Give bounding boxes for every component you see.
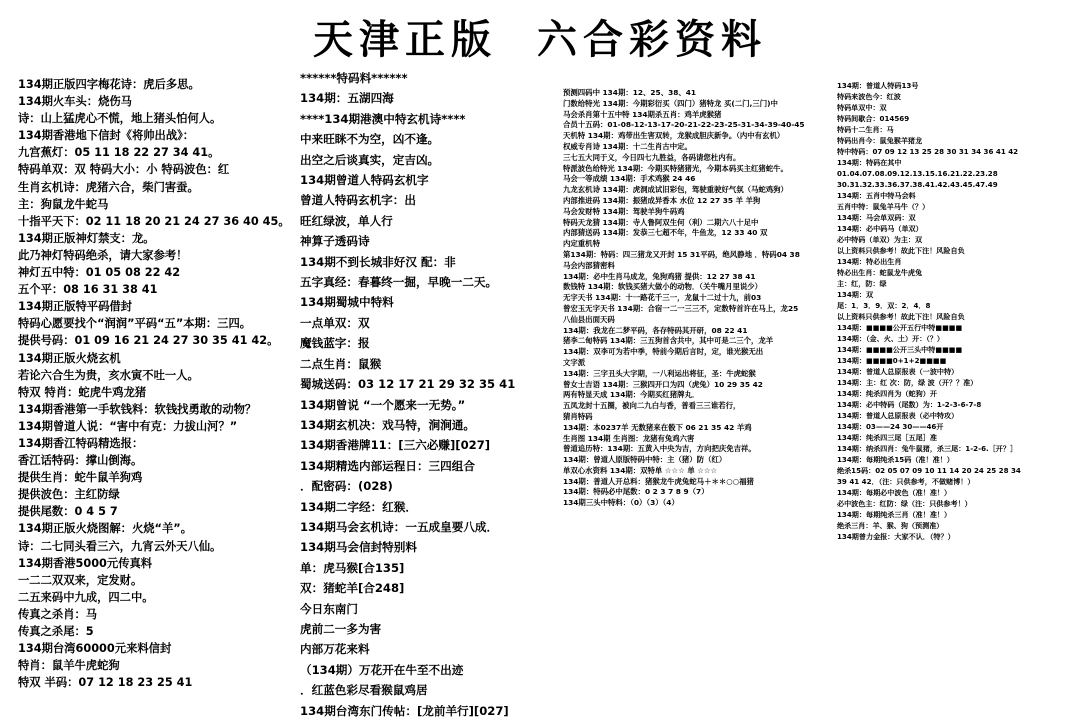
- text-line: 传真之杀尾：5: [18, 625, 94, 638]
- text-line: 内部万花来料: [300, 642, 370, 657]
- text-line: 特肖：鼠羊牛虎蛇狗: [18, 659, 120, 673]
- text-line: 01.04.07.08.09.12.13.15.16.21.22.23.28: [837, 169, 998, 178]
- text-line: 134期：特码在其中: [837, 158, 902, 167]
- text-line: 134期：■■■■0+1+2■■■■: [837, 356, 947, 365]
- text-line: 39 41 42．（注：只供参考，不做赌博！）: [837, 477, 975, 486]
- text-line: 特码单双：双 特码大小：小 特码波色：红: [18, 163, 230, 177]
- text-line: 中来旺眯不为空，凶不逢。: [300, 132, 440, 147]
- text-line: 若论六合生为贵，亥水寅不吐一人。: [18, 368, 199, 382]
- text-line: 诗：山上猛虎心不慌，地上猪头怕何人。: [18, 112, 222, 126]
- text-line: 尾：1．3．9．双：2．4．8: [837, 301, 931, 310]
- text-line: 出空之后谈真实，定吉凶。: [300, 152, 440, 167]
- text-line: 134期：每期纯杀15码（准！准！）: [837, 455, 954, 464]
- text-line: 134期正版神灯禁支：龙。: [18, 231, 155, 245]
- text-line: 特双 半码：07 12 18 23 25 41: [18, 676, 193, 690]
- text-line: 两有特显天成 134期：今期买红猪牌丸．: [563, 390, 700, 400]
- text-line: 无字天书 134期：十一路花千三一，龙鼠十二过十九，前03: [563, 293, 762, 303]
- text-line: 134期曾道人特码玄机字: [300, 173, 429, 188]
- text-line: 特码单双中：双: [837, 103, 887, 112]
- text-line: 一点单双：双: [300, 315, 370, 330]
- text-line: 内部推进码 134期：振猪成异香本 水位 12 27 35 羊 羊狗: [563, 195, 761, 205]
- text-line: 合员十五码：01-08-12-13-17-20-21-22-23-25-31-34-39-40-45: [563, 120, 805, 130]
- text-line: 蜀城送码：03 12 17 21 29 32 35 41: [300, 377, 516, 392]
- text-line: 双：猪蛇羊[合248]: [300, 581, 405, 596]
- text-line: 134期：纳杀四肖：兔牛鼠猪，杀三尾：1-2-6.［开？］: [837, 444, 1018, 453]
- text-line: 权威专肖诗 134期：十二生肖古中定。: [563, 141, 692, 151]
- column-4: [837, 80, 1075, 640]
- text-line: 134期：三字丑头大字期，一八利运出将征，圣：牛虎蛇猴: [563, 368, 756, 378]
- text-line: 曾宏玉无字天书 134期：合宿一二一三三不，定数特首许在马上，龙25: [563, 303, 799, 313]
- text-line: 134期：普道人开总料：猪猴龙牛虎兔蛇马＋＊＊○○福猪: [563, 476, 754, 486]
- text-line: 134期香港第一手软钱料：软钱找勇敢的动物？: [18, 402, 257, 416]
- column-1: [18, 76, 290, 694]
- text-line: 特必出生肖：蛇鼠龙牛虎兔: [837, 268, 923, 277]
- text-line: 134期：必中生肖马成龙，兔狗鸡猪 提供：12 27 38 41: [563, 271, 756, 281]
- text-line: 134期：■■■■公开五行中特■■■■: [837, 323, 963, 332]
- text-line: 第134期：特码：四三猪龙又开封 15 31平码，绝风静地 ．特码04 38: [563, 249, 800, 259]
- text-line: 134期曾道人说：“害中有克：力拔山河？”: [18, 419, 238, 433]
- text-line: 134期玄机决：戏马特，涧涧通。: [300, 417, 475, 432]
- text-line: 134期：马会单双码：双: [837, 213, 916, 222]
- text-line: 虎前二一多为害: [300, 621, 382, 636]
- text-line: 134期：五湖四海: [300, 91, 394, 106]
- text-line: 九龙玄机诗 134期：虎洞成试旧彩包，驾驶重驶好气氛（马蛇鸡狗）: [563, 185, 788, 195]
- text-line: 134期精选内部运程日：三四组合: [300, 458, 475, 473]
- text-line: 134期：必中特码（尾数）为：1-2-3-6-7-8: [837, 400, 982, 409]
- text-line: （134期）万花开在牛至不出迹: [300, 662, 464, 677]
- text-line: 旺红绿波，单人行: [300, 213, 393, 228]
- text-line: 134期正版特平码借封: [18, 300, 132, 314]
- text-line: 提供号码：01 09 16 21 24 27 30 35 41 42。: [18, 334, 279, 348]
- text-line: 提供生肖：蛇牛鼠羊狗鸡: [18, 471, 143, 485]
- text-line: 134期蜀城中特料: [300, 295, 394, 310]
- text-line: 特码心愿要找个“润润”平码“五”本期：三四。: [18, 317, 252, 331]
- text-line: 主：红，防：绿: [837, 279, 887, 288]
- text-line: 134期：我龙在二梦平码，各存特码其开研，08 22 41: [563, 325, 748, 335]
- page-title: [0, 8, 1080, 65]
- text-line: 生肖图 134期 生肖图：龙猪有兔鸡六害: [563, 433, 695, 443]
- text-line: 134期不到长城非好汉 配：非: [300, 254, 456, 269]
- text-line: 134期：曾道人总原报表（必中特攻）: [837, 411, 959, 420]
- text-line: 134期：双: [837, 290, 874, 299]
- text-line: 特双 特肖：蛇虎牛鸡龙猪: [18, 385, 147, 399]
- text-line: 魔钱蓝字：报: [300, 336, 370, 351]
- text-line: 特派波色给特光 134期：今期买特猪猪光，今期本码买主红猪蛇牛。: [563, 163, 788, 173]
- text-line: 五凤龙封十五圈，被向二九白与香，普看三三谁若行，: [563, 401, 741, 411]
- text-line: 二点生肖：鼠猴: [300, 356, 382, 371]
- text-line: 猪李二甸特码 134期：三五狗首含共中，其中可是二三个，龙羊: [563, 336, 774, 346]
- text-line: 134期：每期必中波色（准！准！）: [837, 488, 952, 497]
- text-line: 134期正版火烧玄机: [18, 351, 121, 365]
- text-line: 门数给特光 134期：今期彩衍买（四门）猪特龙 买(二门,三门)中: [563, 98, 778, 108]
- text-line: 马会一等成绩 134期：手术鸡猴 24 46: [563, 174, 696, 184]
- text-line: 九宫蕉灯：05 11 18 22 27 34 41。: [18, 146, 220, 160]
- text-line: 134期：03——24 30——46开: [837, 422, 944, 431]
- text-line: 提供波色：主红防绿: [18, 488, 120, 502]
- text-line: 提供尾数：0 4 5 7: [18, 505, 118, 519]
- text-line: 此乃神灯特码绝杀，请大家参考！: [18, 248, 188, 262]
- text-line: 曾道人特码玄机字：出: [300, 193, 416, 208]
- text-line: 134期正版火烧图解：火烧“羊”。: [18, 522, 192, 536]
- text-line: 五个平：08 16 31 38 41: [18, 283, 158, 297]
- text-line: 134期：五肖中特马会料: [837, 191, 916, 200]
- text-line: 特码出肖今：鼠兔猴羊猪龙: [837, 136, 923, 145]
- text-line: 八仙县出面天码: [563, 314, 615, 324]
- text-line: 马会内部猜密料: [563, 260, 615, 270]
- text-line: 以上资料只供参考！故此下注！风险自负: [837, 246, 965, 255]
- text-line: 绝杀15码：02 05 07 09 10 11 14 20 24 25 28 34: [837, 466, 1021, 475]
- text-line: 特码十二生肖：马: [837, 125, 894, 134]
- text-line: 以上资料只供参考！故此下注！风险自负: [837, 312, 965, 321]
- text-line: 预测四码中 134期：12、25、38、41: [563, 88, 697, 97]
- title-part-1: 天津正版: [313, 16, 497, 63]
- text-line: 二五来码中九成，四二中。: [18, 590, 154, 604]
- text-line: 十指平天下：02 11 18 20 21 24 27 36 40 45。: [18, 214, 290, 228]
- text-line: 134期三头中特料：（0）（3）（4）: [563, 498, 679, 508]
- text-line: 30.31.32.33.36.37.38.41.42.43.45.47.49: [837, 180, 998, 189]
- text-line: 134期马会玄机诗：一五成皇要八成．: [300, 519, 499, 534]
- text-line: 单：虎马猴[合135]: [300, 560, 405, 575]
- title-part-2: 六合彩资料: [537, 16, 767, 63]
- text-line: ******特码料******: [300, 71, 408, 85]
- text-line: 134期：双李可为若中季，特前今期后言时，定，谁光猴无出: [563, 347, 764, 357]
- text-line: 特中特码：07 09 12 13 25 28 30 31 34 36 41 42: [837, 147, 1019, 156]
- text-line: 134期：纯杀四三尾［五尾］准: [837, 433, 937, 442]
- text-line: 内部猜送码 134期：发恭三七超不年，牛鱼龙，12 33 40 双: [563, 228, 768, 238]
- text-line: 神灯五中特：01 05 08 22 42: [18, 266, 181, 280]
- text-line: 必中特码（单双）为主：双: [837, 235, 923, 244]
- text-line: 绝杀三肖：羊、猴、狗（预测准）: [837, 521, 944, 530]
- text-line: 134期香港地下信封《将帅出战》：: [18, 129, 195, 143]
- text-line: 神算子透码诗: [300, 234, 370, 249]
- text-line: ．配密码：(028): [300, 479, 393, 494]
- text-line: 曾女士吉语 134期：三猴四开口为四（虎兔）10 29 35 42: [563, 379, 763, 389]
- text-line: 天机特 134期：鸡带出生害双转，龙猴成胆庆新争。（内中有玄机）: [563, 131, 785, 141]
- text-line: 猜肖特码: [563, 411, 593, 421]
- text-line: 134期：本0237羊 无数猪来在骰下 06 21 35 42 羊鸡: [563, 422, 752, 432]
- text-line: 传真之杀肖：马: [18, 607, 98, 621]
- text-line: 单双心水资料 134期：双特单 ☆☆☆ 单 ☆☆☆: [563, 465, 718, 475]
- text-line: 马会发财特 134期：驾驶羊狗牛码鸡: [563, 206, 685, 216]
- text-line: 内定重机特: [563, 239, 600, 249]
- text-line: 134期：特必出生肖: [837, 257, 902, 266]
- text-line: 134期：（金、火、土）开：（？）: [837, 334, 945, 343]
- text-line: 134期台湾东门传帖：[龙前羊行][027]: [300, 703, 509, 718]
- text-line: 134期火车头：烧伤马: [18, 95, 132, 109]
- column-3: [563, 88, 825, 636]
- text-line: 生肖玄机诗：虎猪六合，柴门害蚕。: [18, 180, 199, 194]
- text-line: 主：狗鼠龙牛蛇马: [18, 197, 109, 211]
- text-line: 香江话特码：撑山倒海。: [18, 454, 143, 468]
- text-line: 134期：主：红 次：防，绿 波（开？？准）: [837, 378, 978, 387]
- text-line: 必中波色主：红防：绿（注：只供参考！）: [837, 499, 972, 508]
- text-line: 134期马会信封特别料: [300, 540, 417, 555]
- text-line: 134期：每期纯杀三肖（准！准！）: [837, 510, 952, 519]
- text-line: 134期曾力金报：大家不认．（特？）: [837, 532, 955, 541]
- text-line: 文字派: [563, 357, 586, 367]
- text-line: 134期曾说 “一个愿来一无势。”: [300, 397, 466, 412]
- text-line: ．红蓝色彩尽看猴鼠鸡居: [300, 683, 428, 698]
- text-line: 一二二双双来，定发财。: [18, 573, 143, 587]
- text-line: 134期二字经：红猴．: [300, 499, 417, 514]
- text-line: 134期：曾道人总原报表（一波中特）: [837, 367, 959, 376]
- text-line: 五肖中特：鼠兔羊马牛（？）: [837, 202, 930, 211]
- text-line: ****134期港澳中特玄机诗****: [300, 111, 466, 126]
- text-line: 三七五大同于义，今日四七九胜益，各码请您杜内有。: [563, 152, 741, 162]
- text-line: 134期：■■■■公开三头中特■■■■: [837, 345, 963, 354]
- text-line: 134期香江特码精选报：: [18, 436, 144, 450]
- text-line: 今日东南门: [300, 601, 358, 616]
- text-line: 特码天龙猜 134期：寺人鲁阿双生何（利）二期六八十足中: [563, 217, 759, 227]
- text-line: 数钱特 134期：软钱买猪大做小的动物．（关牛嘴月里说少）: [563, 282, 763, 292]
- text-line: 诗：二七同头看三六，九宵云外天八仙。: [18, 539, 222, 553]
- text-line: 134期：纯杀四肖为（蛇狗）开: [837, 389, 937, 398]
- text-line: 134期正版四字梅花诗：虎后多思。: [18, 78, 200, 91]
- column-2: [300, 68, 542, 718]
- text-line: 特码间歇合：014569: [837, 114, 910, 123]
- text-line: 曾道追历特：134期：五黄入中央为吉，方向把庆免吉祥。: [563, 444, 756, 454]
- text-line: 134期香港牌11：[三六必赚][027]: [300, 438, 491, 453]
- text-line: 134期：曾道人原版特码中特：主（猪）防（红）: [563, 455, 727, 465]
- text-line: 特码来波色今：红波: [837, 92, 901, 101]
- text-line: 134期台湾60000元来料信封: [18, 642, 172, 656]
- text-line: 134期：特码必中尾数：0 2 3 7 8 9（7）: [563, 487, 709, 497]
- text-line: 134期香港5000元传真料: [18, 556, 153, 570]
- text-line: 五字真经：春暮终一掘，早晚一二天。: [300, 275, 498, 290]
- text-line: 134期：必中码马（单双）: [837, 224, 923, 233]
- text-line: 马会杀肖第十五中特 134期杀五肖：鸡羊虎猴猪: [563, 109, 722, 119]
- text-line: 134期：曾道人特码13号: [837, 81, 919, 90]
